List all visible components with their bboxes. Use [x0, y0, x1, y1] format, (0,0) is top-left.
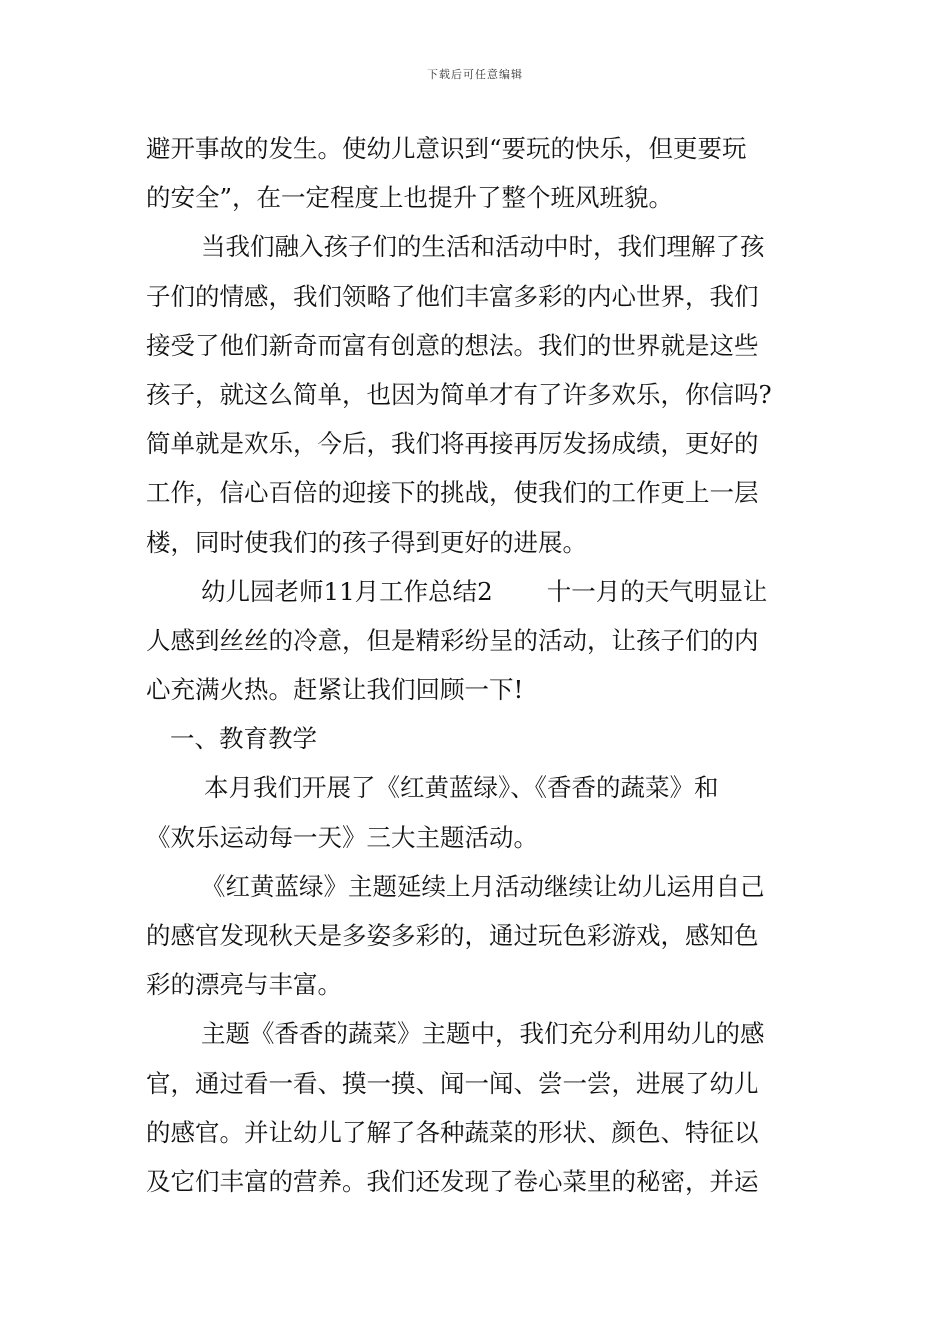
text-line: 的感官。并让幼儿了解了各种蔬菜的形状、颜色、特征以	[146, 1117, 759, 1147]
text-line: 避开事故的发生。使幼儿意识到“要玩的快乐，但更要玩	[146, 134, 747, 163]
text-line: 的安全”，在一定程度上也提升了整个班风班貌。	[146, 183, 674, 213]
text-line: 当我们融入孩子们的生活和活动中时，我们理解了孩	[201, 232, 765, 262]
text-line: 的感官发现秋天是多姿多彩的，通过玩色彩游戏，感知色	[146, 921, 759, 950]
text-line: 子们的情感，我们领略了他们丰富多彩的内心世界，我们	[146, 281, 759, 311]
text-line: 接受了他们新奇而富有创意的想法。我们的世界就是这些	[146, 330, 759, 360]
text-line: 《红黄蓝绿》主题延续上月活动继续让幼儿运用自己	[201, 871, 765, 901]
text-line: 彩的漂亮与丰富。	[146, 970, 342, 1000]
body-text	[146, 124, 808, 1206]
text-line: 心充满火热。赶紧让我们回顾一下!	[146, 675, 524, 705]
section-heading: 一、教育教学	[170, 724, 317, 754]
text-line: 楼，同时使我们的孩子得到更好的进展。	[146, 527, 587, 557]
text-line: 工作，信心百倍的迎接下的挑战，使我们的工作更上一层	[146, 478, 759, 508]
text-line: 简单就是欢乐，今后，我们将再接再厉发扬成绩，更好的	[146, 429, 759, 459]
text-line: 本月我们开展了《红黄蓝绿》、《香香的蔬菜》和	[204, 773, 719, 803]
text-line: 官，通过看一看、摸一摸、闻一闻、尝一尝，进展了幼儿	[146, 1068, 759, 1098]
text-line: 孩子，就这么简单，也因为简单才有了许多欢乐，你信吗?	[146, 379, 772, 409]
text-line: 主题《香香的蔬菜》主题中，我们充分利用幼儿的感	[201, 1019, 765, 1049]
text-line: 人感到丝丝的冷意，但是精彩纷呈的活动，让孩子们的内	[146, 625, 759, 655]
page-header-note: 下载后可任意编辑	[427, 68, 523, 81]
section-title-line	[146, 567, 808, 616]
text-line: 《欢乐运动每一天》三大主题活动。	[146, 822, 538, 852]
text-fragment: 十一月的天气明显让	[546, 576, 768, 606]
section-title: 幼儿园老师11月工作总结2	[201, 576, 493, 606]
text-line: 及它们丰富的营养。我们还发现了卷心菜里的秘密，并运	[146, 1166, 759, 1196]
